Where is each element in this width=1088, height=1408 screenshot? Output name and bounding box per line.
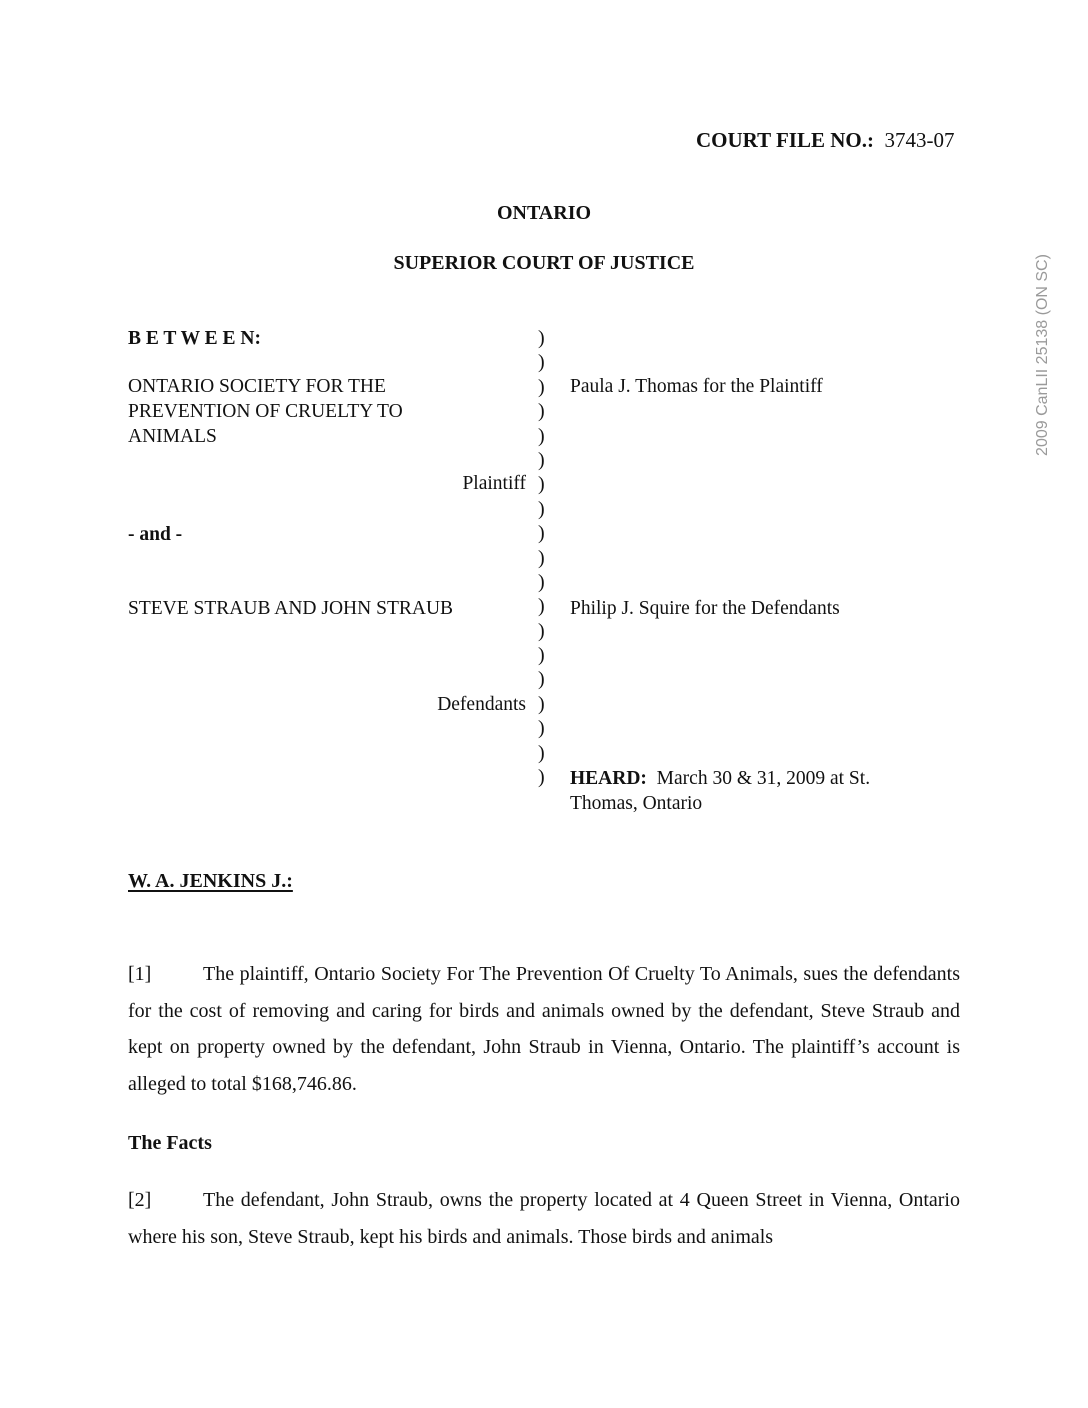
plaintiff-name	[128, 374, 403, 449]
paragraph-number: [1]	[128, 963, 152, 985]
section-heading-facts: The Facts	[128, 1132, 212, 1154]
court-heading: SUPERIOR COURT OF JUSTICE	[393, 252, 695, 274]
bracket: )	[538, 375, 545, 398]
heard-label: HEARD:	[570, 768, 647, 789]
bracket: )	[538, 400, 545, 423]
bracket: )	[538, 497, 545, 520]
paragraph-number: [2]	[128, 1189, 152, 1211]
bracket: )	[538, 327, 545, 349]
bracket: )	[538, 766, 545, 789]
defendant-role: Defendants	[437, 694, 526, 715]
court-file-number	[696, 128, 954, 153]
heard-value-line: Thomas, Ontario	[570, 793, 703, 814]
bracket: )	[538, 668, 545, 691]
judge-name: W. A. JENKINS J.:	[128, 870, 293, 892]
bracket: )	[538, 644, 545, 667]
bracket: )	[538, 522, 545, 545]
defendant-counsel: Philip J. Squire for the Defendants	[570, 598, 840, 619]
bracket: )	[538, 717, 545, 740]
bracket: )	[538, 692, 545, 715]
paragraph-text: The defendant, John Straub, owns the property located at 4 Queen Street in Vienna, Ontario where his son, Steve Straub, kept his birds and animals. Those birds and animals	[128, 1189, 960, 1248]
bracket: )	[538, 741, 545, 764]
defendant-name: STEVE STRAUB AND JOHN STRAUB	[128, 598, 454, 619]
paragraph-text: The plaintiff, Ontario Society For The Prevention Of Cruelty To Animals, sues the defendants for the cost of removing and caring for birds and animals owned by the defendant, Steve Straub and kept on property owned by the defendant, John Straub in Vienna, Ontario. The plaintiff’s account is alleged to total $168,746.86.	[128, 963, 960, 1096]
paragraph	[128, 956, 960, 1103]
and-separator: - and -	[128, 524, 183, 545]
plaintiff-name-line: PREVENTION OF CRUELTY TO	[128, 401, 403, 422]
heard-value-line: March 30 & 31, 2009 at St.	[656, 768, 871, 789]
plaintiff-name-line: ANIMALS	[128, 426, 217, 447]
bracket: )	[538, 448, 545, 471]
jurisdiction-heading: ONTARIO	[496, 202, 592, 224]
bracket: )	[538, 351, 545, 374]
paragraph	[128, 1182, 960, 1255]
plaintiff-role: Plaintiff	[462, 473, 526, 494]
bracket: )	[538, 619, 545, 642]
bracket-column	[538, 326, 545, 789]
bracket: )	[538, 595, 545, 618]
citation-watermark-text: 2009 CanLII 25138 (ON SC)	[1034, 254, 1051, 456]
plaintiff-counsel: Paula J. Thomas for the Plaintiff	[570, 376, 823, 397]
hearing-details	[570, 766, 870, 816]
bracket: )	[538, 473, 545, 496]
plaintiff-name-line: ONTARIO SOCIETY FOR THE	[128, 376, 386, 397]
between-label: B E T W E E N:	[128, 328, 261, 349]
court-file-number-label: COURT FILE NO.:	[696, 128, 874, 152]
court-file-number-value: 3743-07	[884, 128, 955, 152]
bracket: )	[538, 546, 545, 569]
bracket: )	[538, 424, 545, 447]
bracket: )	[538, 570, 545, 593]
